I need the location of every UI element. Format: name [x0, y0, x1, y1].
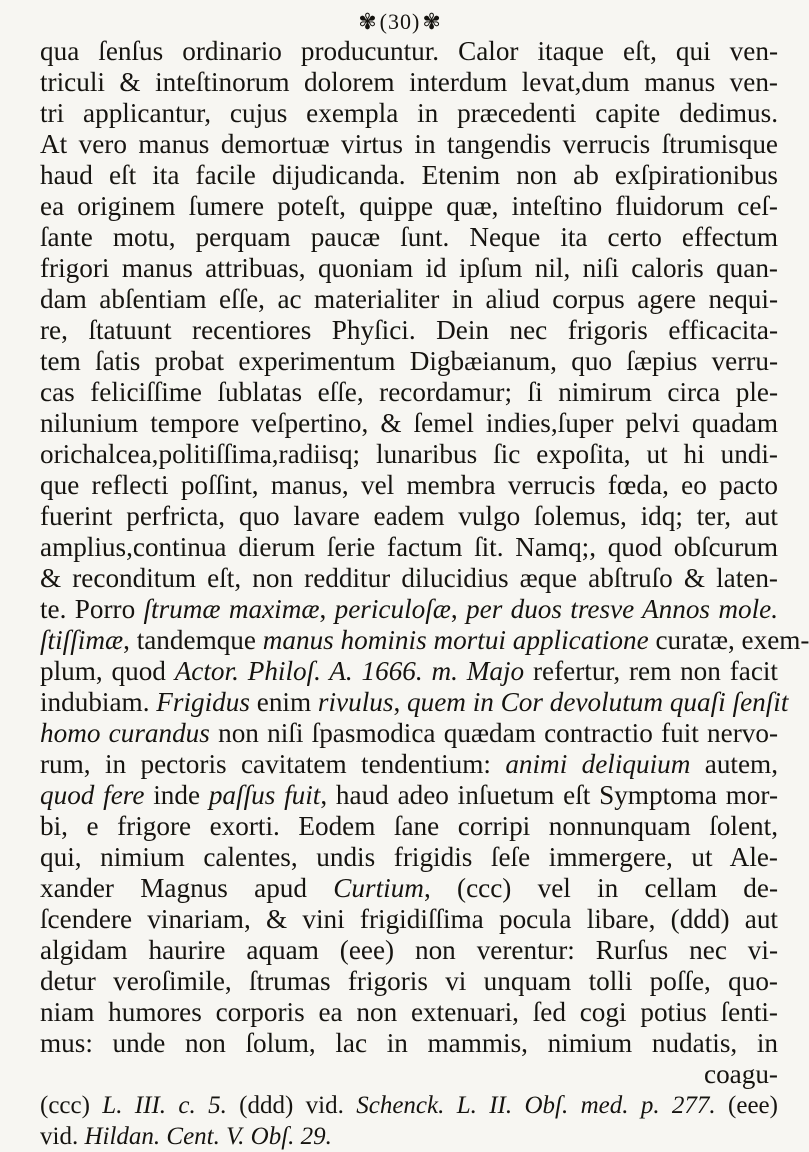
footnote-line [40, 1090, 778, 1121]
text-segment: , [450, 594, 467, 624]
text-line [40, 67, 778, 98]
text-segment: rum, in pectoris cavitatem tendentium: [40, 749, 506, 779]
text-segment: frigori manus attribuas, quoniam id ipſum nil, niſi caloris quan- [40, 253, 778, 283]
page-number: (30) [379, 9, 421, 34]
text-segment: (ddd) vid. [226, 1092, 357, 1119]
text-segment: At vero manus demortuæ virtus in tangendis verrucis ſtrumisque [40, 129, 778, 159]
text-segment: rivulus [317, 687, 394, 717]
text-line [40, 594, 778, 625]
text-segment: , [393, 687, 408, 717]
text-line [40, 749, 778, 780]
text-line [40, 315, 778, 346]
text-line [40, 904, 778, 935]
text-segment: orichalcea,politiſſima,radiisq; lunaribus ſic expoſita, ut hi undi- [40, 439, 778, 469]
text-segment: quod fere [40, 780, 145, 810]
text-segment: inde [144, 780, 209, 810]
text-segment: per duos tresve Annos mole. [466, 594, 778, 624]
text-line [40, 780, 778, 811]
text-segment: mus: unde non ſolum, lac in mammis, nimium nudatis, in [40, 1028, 778, 1058]
text-segment: vid. [40, 1123, 85, 1150]
text-line [40, 191, 778, 222]
text-line [40, 687, 789, 718]
text-segment: quem in Cor devolutum quaſi ſenſit [407, 687, 789, 717]
text-segment: , (ccc) vel in cellam de- [423, 873, 779, 903]
text-segment: niam humores corporis ea non extenuari, ſed cogi potius ſenti- [40, 997, 778, 1027]
text-segment: homo curandus [40, 718, 210, 748]
text-segment: xander Magnus apud [40, 873, 334, 903]
text-segment: non niſi ſpasmodica quædam contractio fuit nervo- [209, 718, 779, 748]
text-line [40, 408, 778, 439]
main-text [40, 36, 809, 1152]
text-line [40, 98, 778, 129]
text-segment: detur veroſimile, ſtrumas frigoris vi unquam tolli poſſe, quo- [40, 966, 778, 996]
text-segment: ea originem ſumere poteſt, quippe quæ, inteſtino fluidorum ceſ- [40, 191, 778, 221]
text-segment: cas feliciſſime ſublatas eſſe, recordamur; ſi nimirum circa ple- [40, 377, 778, 407]
text-segment: Schenck. L. II. Obſ. med. p. 277. [356, 1092, 716, 1119]
page-header [0, 4, 800, 40]
text-line [40, 1028, 778, 1059]
text-line [40, 222, 778, 253]
text-segment: periculoſæ [334, 594, 451, 624]
text-line [40, 997, 778, 1028]
text-segment: dam abſentiam eſſe, ac materialiter in aliud corpus agere nequi- [40, 284, 778, 314]
footnote-line [40, 1121, 778, 1152]
text-line [40, 873, 778, 904]
text-segment: Curtium [333, 873, 424, 903]
text-segment: autem, [690, 749, 778, 779]
text-line [40, 439, 778, 470]
text-line [40, 811, 778, 842]
text-line [40, 656, 778, 687]
text-line [40, 129, 778, 160]
text-segment: & reconditum eſt, non redditur dilucidius æque abſtruſo & laten- [40, 563, 778, 593]
text-line [40, 253, 778, 284]
text-segment: enim [249, 687, 318, 717]
ornament-left: ✾ [358, 9, 378, 34]
text-segment: plum, quod [40, 656, 175, 686]
text-segment: amplius,continua dierum ſerie factum ſit. Namq;, quod obſcurum [40, 532, 778, 562]
text-line [40, 36, 778, 67]
text-segment: ſtrumæ maximæ [143, 594, 320, 624]
text-line [40, 501, 778, 532]
text-segment: nilunium tempore veſpertino, & ſemel indies,ſuper pelvi quadam [40, 408, 778, 438]
text-line [40, 718, 778, 749]
text-line [40, 563, 778, 594]
text-segment: bi, e frigore exorti. Eodem ſane corripi nonnunquam ſolent, [40, 811, 778, 841]
text-line [40, 842, 778, 873]
text-line [40, 470, 778, 501]
text-segment: Philoſ. A. 1666. m. Majo [238, 656, 525, 686]
text-segment: tem ſatis probat experimentum Digbæianum, quo ſæpius verru- [40, 346, 778, 376]
text-line [40, 284, 778, 315]
text-segment: fuerint perfricta, quo lavare eadem vulgo ſolemus, idq; ter, aut [40, 501, 778, 531]
text-line [40, 935, 778, 966]
text-segment: haud eſt ita facile dijudicanda. Etenim non ab exſpirationibus [40, 160, 778, 190]
text-line [40, 377, 778, 408]
text-segment: ſcendere vinariam, & vini frigidiſſima pocula libare, (ddd) aut [40, 904, 778, 934]
text-line [40, 346, 778, 377]
text-line [40, 625, 809, 656]
text-segment: , tandemque [123, 625, 263, 655]
text-segment: re, ſtatuunt recentiores Phyſici. Dein nec frigoris efficacita- [40, 315, 778, 345]
text-segment: ſtiſſimæ [40, 625, 124, 655]
text-segment: refertur, rem non facit [524, 656, 778, 686]
text-segment: qui, nimium calentes, undis frigidis ſeſe immergere, ut Ale- [40, 842, 778, 872]
text-segment: que reflecti poſſint, manus, vel membra verrucis fœda, eo pacto [40, 470, 778, 500]
text-segment: (ccc) [40, 1092, 103, 1119]
text-segment: algidam haurire aquam (eee) non verentur: Rurſus nec vi- [40, 935, 778, 965]
text-line [40, 532, 778, 563]
text-segment: (eee) [715, 1092, 778, 1119]
text-segment: indubiam. [40, 687, 157, 717]
text-segment: paſſus fuit [208, 780, 321, 810]
text-line [40, 160, 778, 191]
text-segment: , [319, 594, 335, 624]
text-segment: , haud adeo inſuetum eſt Symptoma mor- [320, 780, 778, 810]
text-segment: animi deliquium [505, 749, 691, 779]
text-segment: tri applicantur, cujus exempla in præcedenti capite dedimus. [40, 98, 778, 128]
text-segment: qua ſenſus ordinario producuntur. Calor itaque eſt, qui ven- [40, 36, 778, 66]
text-segment: Actor. [174, 656, 239, 686]
text-segment: Frigidus [156, 687, 250, 717]
text-segment: te. Porro [40, 594, 144, 624]
text-line [40, 966, 778, 997]
ornament-right: ✾ [422, 9, 442, 34]
text-segment: triculi & inteſtinorum dolorem interdum levat,dum manus ven- [40, 67, 778, 97]
catchword: coagu- [704, 1059, 778, 1089]
text-segment: ſante motu, perquam paucæ ſunt. Neque ita certo effectum [40, 222, 778, 252]
text-segment: L. III. c. 5. [102, 1092, 227, 1119]
text-segment: manus hominis mortui applicatione [262, 625, 649, 655]
text-segment: Hildan. Cent. V. Obſ. 29. [84, 1123, 332, 1150]
text-segment: curatæ, exem- [648, 625, 809, 655]
